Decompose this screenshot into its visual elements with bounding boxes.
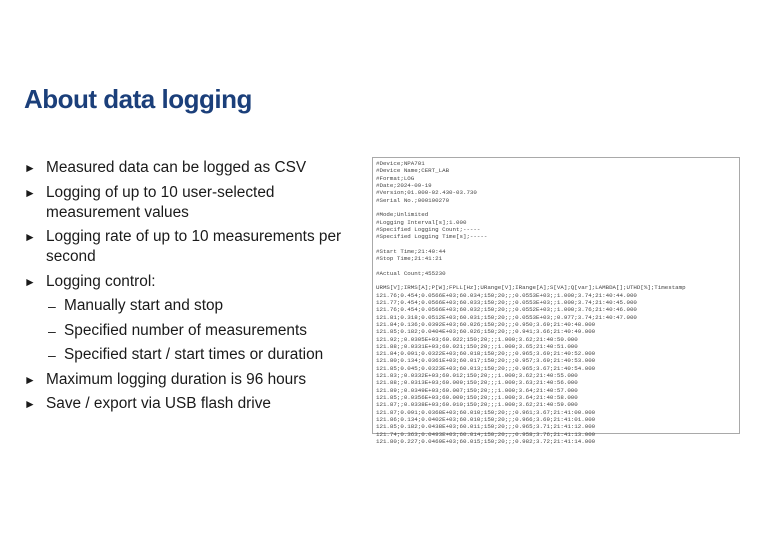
log-line: 121.74;0.363;0.0493E+03;60.014;150;20;;;0.958;3.76;21:41:13.000 (376, 430, 596, 438)
bullet-item (24, 272, 354, 292)
sub-bullet-item (24, 321, 354, 341)
triangle-bullet-icon: ► (24, 185, 36, 200)
log-line: 121.87;0.091;0.0368E+03;60.010;150;20;;;0.961;3.67;21:41:00.000 (376, 408, 596, 416)
log-line: #Serial No.;000100270 (376, 196, 450, 204)
log-line: #Device;NPA701 (376, 160, 425, 167)
log-line (376, 262, 736, 269)
log-line (376, 240, 736, 247)
dash-marker-icon: – (48, 347, 56, 363)
bullet-item (24, 158, 354, 178)
log-line: 121.88;;0.0313E+03;60.009;150;20;;;1.000;3.63;21:40:56.000 (376, 379, 578, 387)
slide-title: About data logging (24, 84, 252, 114)
sub-bullet-item (24, 296, 354, 316)
dash-marker-icon: – (48, 298, 56, 314)
log-line: #Start Time;21:40:44 (376, 247, 446, 255)
log-line: 121.92;;0.0305E+03;60.022;150;20;;;1.000;3.62;21:40:50.000 (376, 335, 578, 343)
sub-bullet-item (24, 345, 354, 365)
bullet-text: Logging of up to 10 user-selected measurement values (46, 183, 275, 221)
log-line: 121.87;;0.0338E+03;60.010;150;20;;;1.000;3.62;21:40:59.000 (376, 401, 578, 409)
log-line: #Stop Time;21:41:21 (376, 255, 443, 263)
triangle-bullet-icon: ► (24, 230, 36, 244)
bullet-item (24, 370, 354, 390)
log-line: 121.76;0.454;0.0566E+03;60.032;150;20;;;0.0552E+03;;1.000;3.76;21:40:46.000 (376, 306, 637, 314)
log-line: 121.86;0.134;0.0402E+03;60.010;150;20;;;0.966;3.69;21:41:01.000 (376, 415, 596, 423)
log-line: 121.85;0.045;0.0323E+03;60.013;150;20;;;0.965;3.67;21:40:54.000 (376, 364, 596, 372)
log-line: 121.85;0.182;0.0438E+03;60.011;150;20;;;0.965;3.71;21:41:12.000 (376, 423, 596, 431)
log-line: 121.80;0.134;0.0361E+03;60.017;150;20;;;0.957;3.69;21:40:53.000 (376, 357, 596, 365)
triangle-bullet-icon: ► (24, 397, 36, 411)
bullet-text: Save / export via USB flash drive (46, 395, 271, 412)
bullet-item (24, 183, 354, 223)
bullet-text: Specified number of measurements (64, 321, 307, 339)
bullet-item (24, 394, 354, 414)
log-line: 121.85;0.182;0.0404E+03;60.026;150;20;;;0.941;3.66;21:40:49.000 (376, 328, 596, 336)
log-line: #Device Name;CERT_LAB (376, 167, 450, 175)
triangle-bullet-icon: ► (24, 372, 36, 387)
log-line: #Logging Interval[s];1.000 (376, 218, 467, 226)
bullet-item (24, 227, 354, 267)
bullet-list (24, 158, 354, 419)
log-line: 121.88;;0.0331E+03;60.021;150;20;;;1.000;3.65;21:40:51.000 (376, 342, 578, 350)
log-line: 121.85;;0.0356E+03;60.009;150;20;;;1.000;3.64;21:40:58.000 (376, 394, 578, 401)
bullet-text: Maximum logging duration is 96 hours (46, 370, 307, 388)
log-line: 121.81;0.318;0.0512E+03;60.031;150;20;;;0.0553E+03;;0.977;3.74;21:40:47.000 (376, 313, 637, 321)
log-line: #Format;LOG (376, 174, 415, 182)
log-line: 121.76;0.454;0.0566E+03;60.034;150;20;;;0.0553E+03;;1.000;3.74;21:40:44.000 (376, 291, 637, 299)
bullet-text: Logging rate of up to 10 measurements per second (46, 228, 342, 265)
dash-marker-icon: – (48, 322, 56, 339)
log-line: 121.80;0.227;0.0469E+03;60.015;150;20;;;0.982;3.72;21:41:14.000 (376, 437, 596, 445)
log-line: #Version;01.000-02.430-03.730 (376, 189, 477, 197)
log-line: URMS[V];IRMS[A];P[W];FPLL[Hz];URange[V];IRange[A];S[VA];Q[var];LAMBDA[];UTHD[%];Timestamp (376, 284, 686, 292)
bullet-text: Specified start / start times or duration (64, 346, 324, 363)
log-line: 121.89;;0.0349E+03;60.007;150;20;;;1.000;3.64;21:40:57.000 (376, 386, 578, 394)
log-line: #Date;2024-09-19 (376, 181, 432, 189)
log-line: #Mode;Unlimited (376, 211, 429, 219)
log-line: 121.77;0.454;0.0566E+03;60.033;150;20;;;0.0553E+03;;1.000;3.74;21:40:45.000 (376, 298, 637, 306)
log-line: 121.84;0.091;0.0322E+03;60.018;150;20;;;0.965;3.69;21:40:52.000 (376, 350, 596, 358)
bullet-text: Measured data can be logged as CSV (46, 159, 307, 176)
csv-log-preview (372, 157, 740, 445)
bullet-text: Manually start and stop (64, 297, 224, 314)
log-line: #Specified Logging Count;----- (376, 225, 481, 233)
triangle-bullet-icon: ► (24, 161, 36, 175)
log-line (376, 277, 736, 284)
log-line: 121.83;;0.0332E+03;60.012;150;20;;;1.000;3.62;21:40:55.000 (376, 372, 578, 380)
log-line: 121.84;0.136;0.0392E+03;60.026;150;20;;;0.950;3.69;21:40:48.000 (376, 320, 596, 328)
bullet-text: Logging control: (46, 272, 156, 290)
log-line (376, 204, 736, 211)
log-line: #Actual Count;455230 (376, 269, 446, 277)
triangle-bullet-icon: ► (24, 274, 36, 289)
log-line: #Specified Logging Time[s];----- (376, 233, 488, 241)
